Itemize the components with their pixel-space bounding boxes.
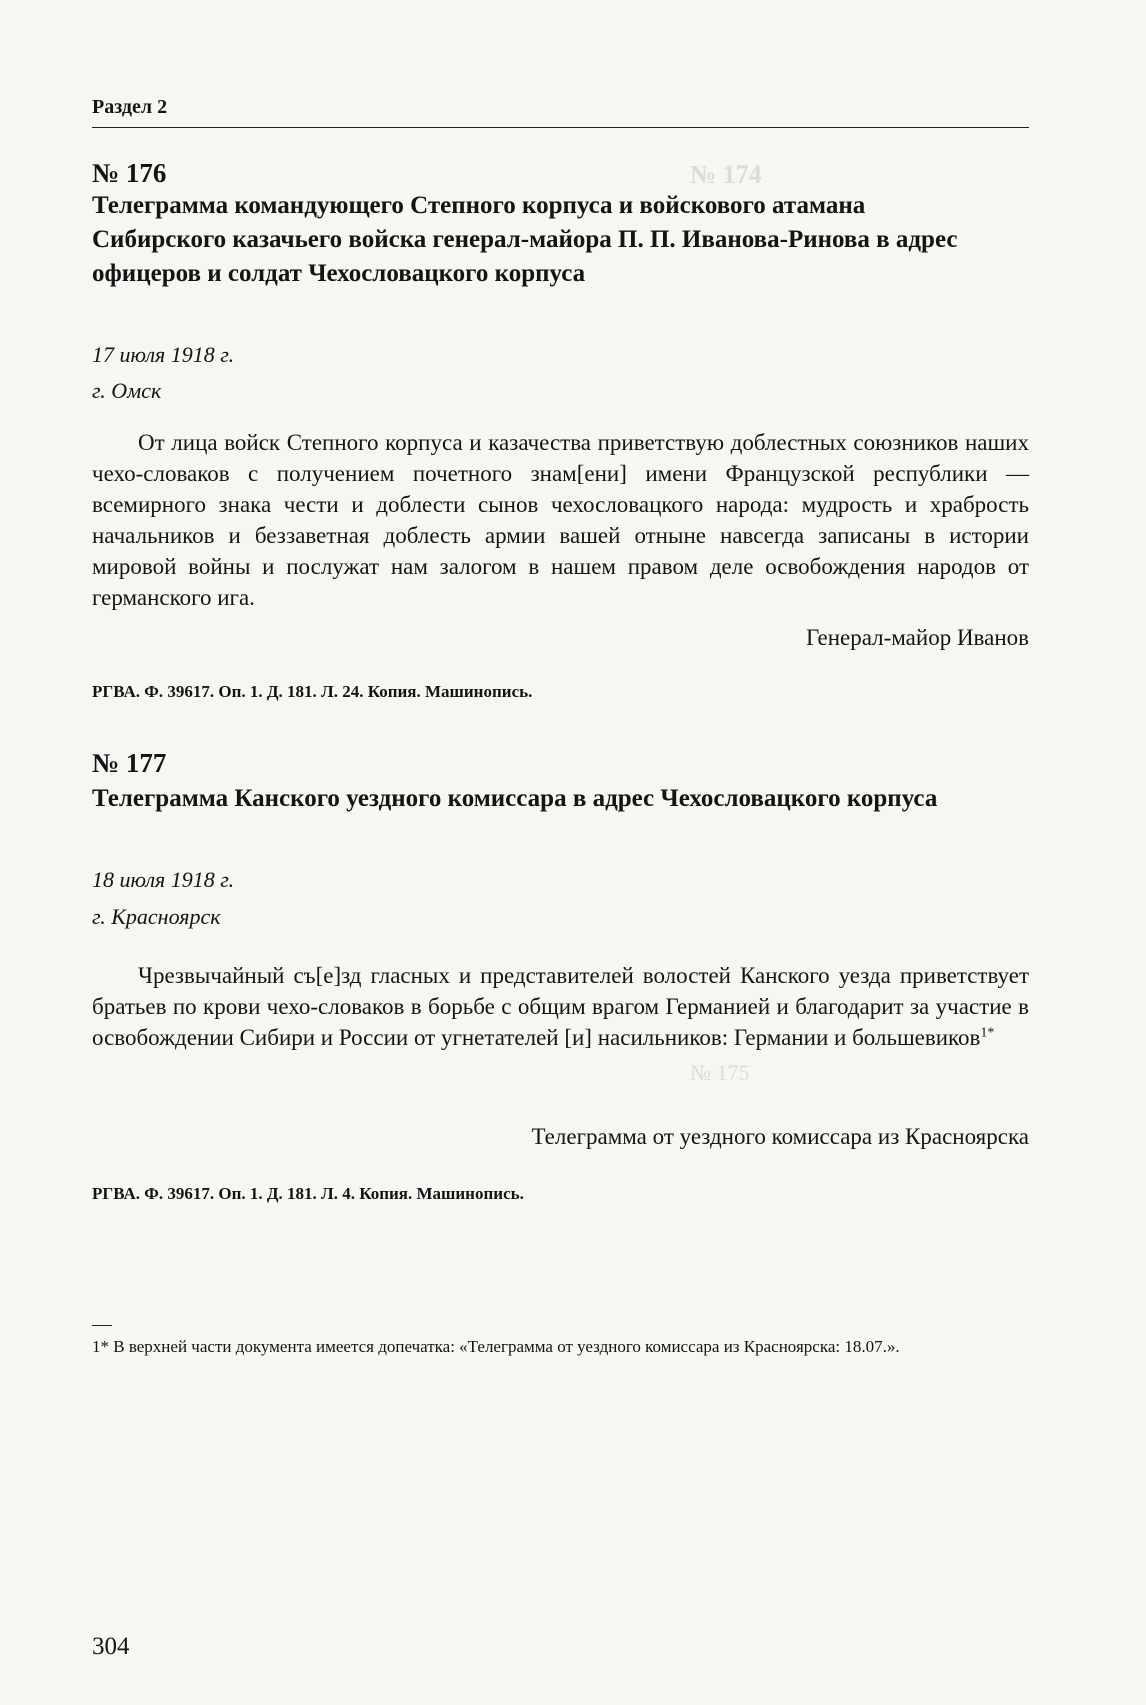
doc-177-number: № 177 (92, 748, 167, 778)
section-header: Раздел 2 (92, 96, 1029, 128)
footnote-text: В верхней части документа имеется допечатка: «Телеграмма от уездного комиссара из Красноярска: 18.07.». (113, 1337, 900, 1356)
doc-177-body (92, 960, 1029, 1053)
footnote-mark: 1* (92, 1337, 109, 1356)
doc-177-archive-ref: РГВА. Ф. 39617. Оп. 1. Д. 181. Л. 4. Копия. Машинопись. (92, 1184, 524, 1203)
doc-177-date: 18 июля 1918 г. (92, 867, 235, 892)
footnote (92, 1335, 1029, 1358)
doc-176-title: Телеграмма командующего Степного корпуса и войскового атамана Сибирского казачьего войска генерал-майора П. П. Иванова-Ринова в адрес офицеров и солдат Чехословацкого корпуса (92, 192, 958, 287)
footnote-divider (92, 1325, 112, 1326)
doc-177-title: Телеграмма Канского уездного комиссара в адрес Чехословацкого корпуса (92, 785, 938, 812)
bleed-through: № 175 (690, 1060, 750, 1085)
doc-176-body: От лица войск Степного корпуса и казачества приветствую доблестных союзников наших чехо-словаков с получением почетного знам[ени] имени Французской республики — всемирного знака чести и доблести сынов чехословацкого народа: мудрость и храбрость начальников и беззаветная доблесть армии вашей отныне навсегда записаны в истории мировой войны и послужат нам залогом в нашем правом деле освобождения народов от германского ига. (92, 430, 1029, 610)
doc-176-number: № 176 (92, 158, 167, 188)
footnote-reference: 1* (980, 1025, 995, 1041)
doc-176-place: г. Омск (92, 378, 162, 403)
doc-177-place: г. Красноярск (92, 904, 221, 929)
doc-177-body-text: Чрезвычайный съ[е]зд гласных и представителей волостей Канского уезда приветствует братьев по крови чехо-словаков в борьбе с общим врагом Германией и благодарит за участие в освобождении Сибири и России от угнетателей [и] насильников: Германии и большевиков (92, 963, 1029, 1050)
page-number: 304 (92, 1633, 130, 1660)
doc-177-signature: Телеграмма от уездного комиссара из Красноярска (531, 1124, 1029, 1149)
doc-176-date: 17 июля 1918 г. (92, 342, 235, 367)
bleed-through: № 174 (690, 160, 762, 189)
doc-176-archive-ref: РГВА. Ф. 39617. Оп. 1. Д. 181. Л. 24. Копия. Машинопись. (92, 682, 533, 701)
doc-176-signature: Генерал-майор Иванов (805, 625, 1029, 650)
